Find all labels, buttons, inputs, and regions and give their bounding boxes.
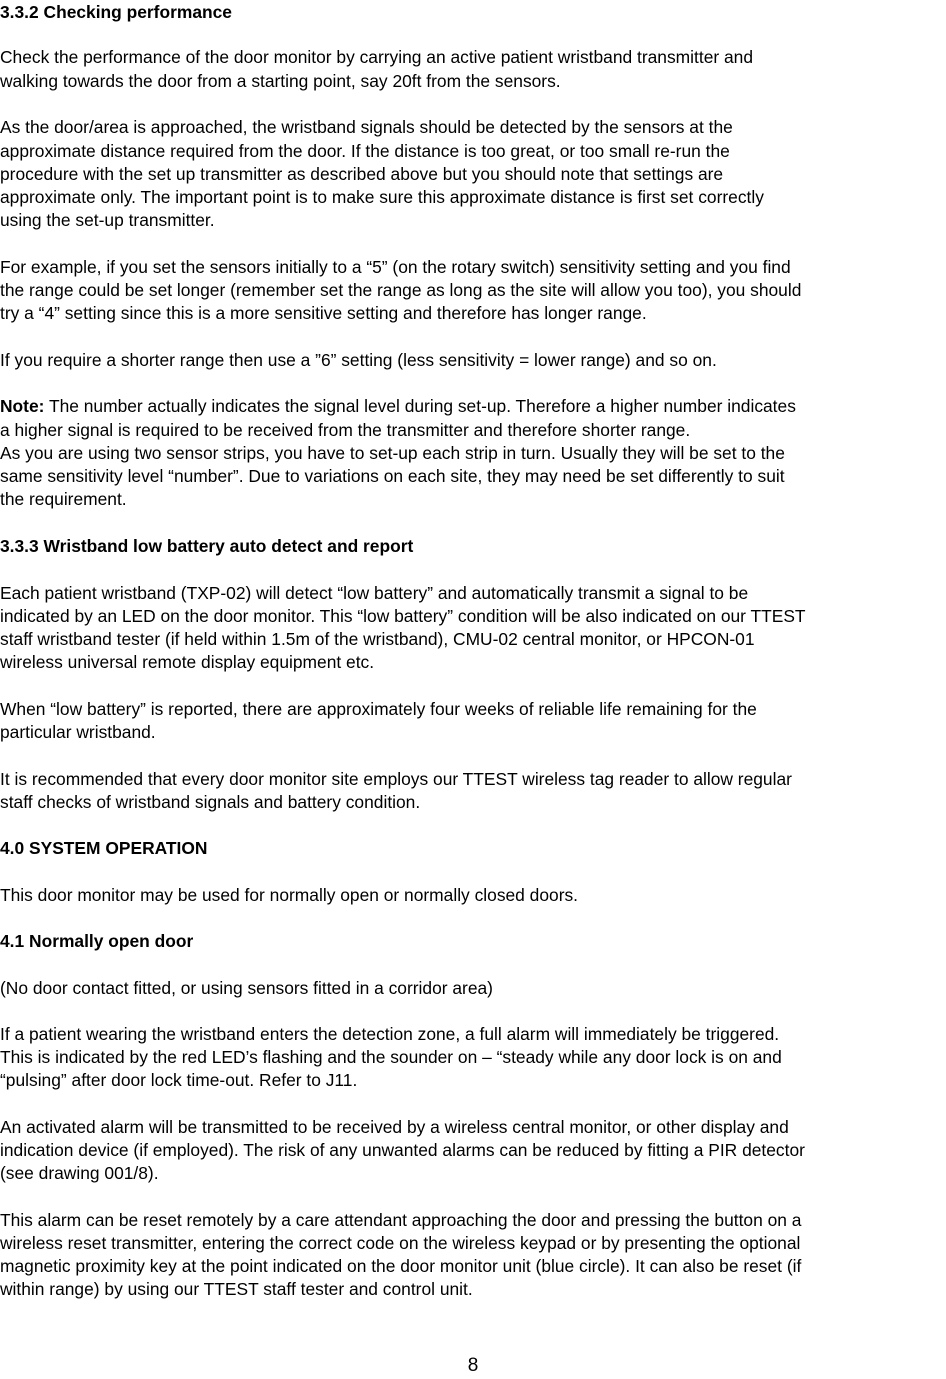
text-line: using the set-up transmitter. — [0, 210, 215, 230]
note-text: The number actually indicates the signal level during set-up. Therefore a higher number indicates — [44, 396, 796, 416]
text-line: walking towards the door from a starting point, say 20ft from the sensors. — [0, 71, 561, 91]
text-line: If you require a shorter range then use a ”6” setting (less sensitivity = lower range) and so on. — [0, 350, 717, 370]
section-heading-4-0: 4.0 SYSTEM OPERATION — [0, 838, 208, 858]
text-line: the requirement. — [0, 489, 127, 509]
text-line: try a “4” setting since this is a more sensitive setting and therefore has longer range. — [0, 303, 647, 323]
text-line: a higher signal is required to be received from the transmitter and therefore shorter range. — [0, 420, 691, 440]
note-line — [0, 394, 796, 418]
page-number: 8 — [467, 1355, 479, 1376]
text-line: For example, if you set the sensors initially to a “5” (on the rotary switch) sensitivity setting and you find — [0, 257, 791, 277]
text-line: staff wristband tester (if held within 1.5m of the wristband), CMU-02 central monitor, or HPCON-01 — [0, 629, 755, 649]
text-line: approximate distance required from the door. If the distance is too great, or too small re-run the — [0, 141, 730, 161]
text-line: indication device (if employed). The risk of any unwanted alarms can be reduced by fitting a PIR detector — [0, 1140, 805, 1160]
text-line: Check the performance of the door monitor by carrying an active patient wristband transmitter and — [0, 47, 754, 67]
text-line: An activated alarm will be transmitted to be received by a wireless central monitor, or other display and — [0, 1117, 789, 1137]
text-line: magnetic proximity key at the point indicated on the door monitor unit (blue circle). It can also be reset (if — [0, 1256, 802, 1276]
text-line: Each patient wristband (TXP-02) will detect “low battery” and automatically transmit a signal to be — [0, 583, 749, 603]
text-line: same sensitivity level “number”. Due to variations on each site, they may need be set differently to suit — [0, 466, 785, 486]
text-line: If a patient wearing the wristband enters the detection zone, a full alarm will immediately be triggered. — [0, 1024, 780, 1044]
text-line: It is recommended that every door monitor site employs our TTEST wireless tag reader to allow regular — [0, 769, 792, 789]
text-line: As the door/area is approached, the wristband signals should be detected by the sensors at the — [0, 117, 733, 137]
section-heading-3-3-2: 3.3.2 Checking performance — [0, 2, 232, 22]
text-line: When “low battery” is reported, there are approximately four weeks of reliable life remaining for the — [0, 699, 757, 719]
text-line: approximate only. The important point is to make sure this approximate distance is first set correctly — [0, 187, 764, 207]
text-line: wireless reset transmitter, entering the correct code on the wireless keypad or by presenting the optional — [0, 1233, 801, 1253]
text-line: This door monitor may be used for normally open or normally closed doors. — [0, 885, 579, 905]
text-line: particular wristband. — [0, 722, 156, 742]
text-line: As you are using two sensor strips, you have to set-up each strip in turn. Usually they will be set to the — [0, 443, 785, 463]
text-line: the range could be set longer (remember set the range as long as the site will allow you too), you should — [0, 280, 802, 300]
text-line: within range) by using our TTEST staff tester and control unit. — [0, 1279, 473, 1299]
text-line: This alarm can be reset remotely by a care attendant approaching the door and pressing the button on a — [0, 1210, 802, 1230]
text-line: staff checks of wristband signals and battery condition. — [0, 792, 421, 812]
text-line: wireless universal remote display equipment etc. — [0, 652, 375, 672]
text-line: (No door contact fitted, or using sensors fitted in a corridor area) — [0, 978, 493, 998]
text-line: procedure with the set up transmitter as described above but you should note that settings are — [0, 164, 724, 184]
text-line: This is indicated by the red LED’s flashing and the sounder on – “steady while any door lock is on and — [0, 1047, 782, 1067]
section-heading-4-1: 4.1 Normally open door — [0, 931, 194, 951]
section-heading-3-3-3: 3.3.3 Wristband low battery auto detect and report — [0, 536, 414, 556]
note-label: Note: — [0, 396, 45, 416]
text-line: “pulsing” after door lock time-out. Refer to J11. — [0, 1070, 358, 1090]
text-line: (see drawing 001/8). — [0, 1163, 159, 1183]
text-line: indicated by an LED on the door monitor. This “low battery” condition will be also indicated on our TTEST — [0, 606, 806, 626]
